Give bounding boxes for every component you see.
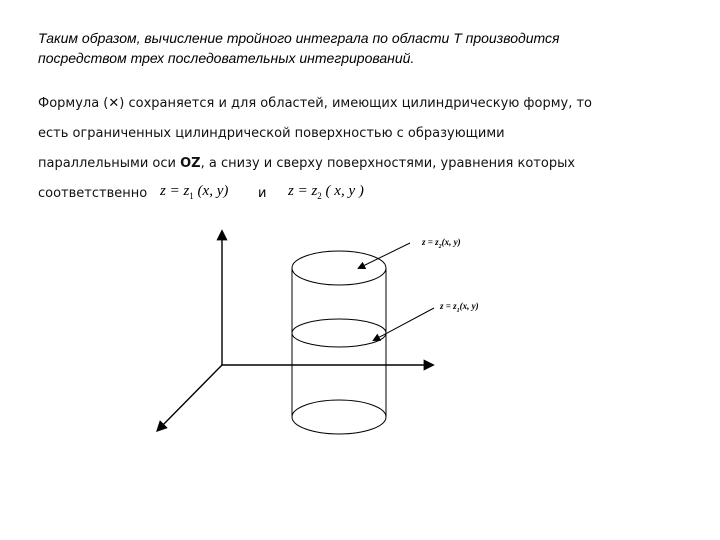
- body-line-3-end: , а снизу и сверху поверхностями, уравнения которых: [200, 156, 576, 171]
- cylinder-top-ellipse: [292, 251, 386, 285]
- bottom-surface-label: $z = z_1(x$, y): [440, 301, 479, 314]
- formula-upper-surface: $z = z_2$ ( x, y ): [288, 183, 364, 201]
- body-line-3-start: параллельными оси: [38, 156, 181, 171]
- bottom-surface-pointer: [374, 308, 434, 340]
- x-axis: [158, 365, 222, 430]
- intro-line-2: посредством трех последовательных интегрирований.: [38, 50, 415, 66]
- cylinder-bottom-ellipse: [292, 400, 386, 434]
- and-word: и: [258, 186, 267, 201]
- top-surface-label: $z = z_2(x$, y): [422, 237, 461, 250]
- formula-lower-surface: $z = z_1$ (x, y): [160, 183, 229, 201]
- intro-line-1: Таким образом, вычисление тройного интеграла по области Т производится: [38, 30, 560, 46]
- body-line-1: Формула (✕) сохраняется и для областей, имеющих цилиндрическую форму, то: [38, 96, 593, 111]
- body-line-4: соответственно: [38, 186, 148, 201]
- body-line-2: есть ограниченных цилиндрической поверхностью с образующими: [38, 126, 505, 141]
- axis-oz-label: OZ: [180, 156, 201, 171]
- cylinder-middle-ellipse: [292, 319, 386, 347]
